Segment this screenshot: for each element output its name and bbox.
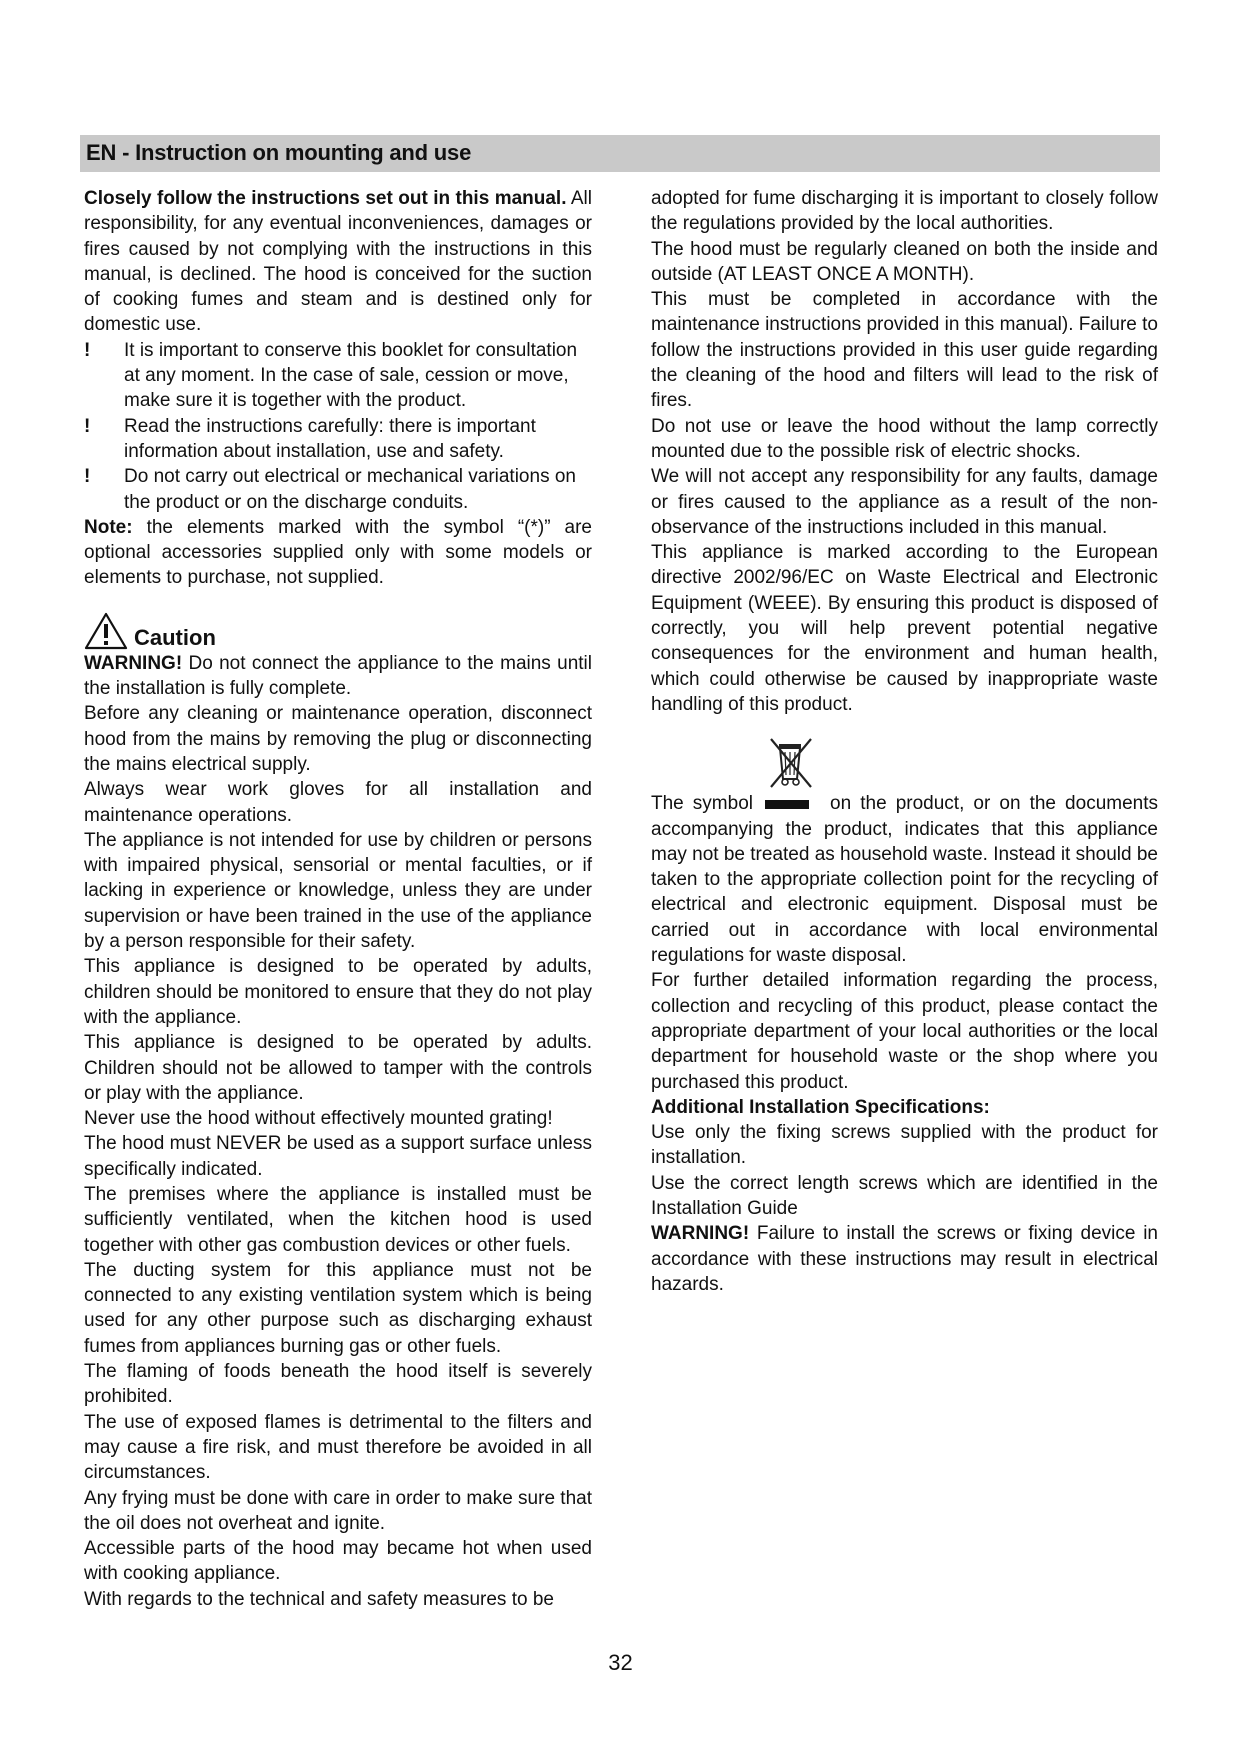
safety-paragraph: Always wear work gloves for all installation and maintenance operations.: [84, 779, 592, 826]
bullet-text: Do not carry out electrical or mechanical variations on the product or on the discharge conduits.: [124, 466, 576, 513]
symbol-after: on the product, or on the documents accompanying the product, indicates that this appliance may not be treated as household waste. Instead it should be taken to the appropriate collection point for the recycling of electrical and electronic equipment. Disposal must be carried out in accordance with local environmental regulations for waste disposal.: [651, 793, 1158, 967]
bullet-mark: !: [84, 415, 91, 437]
bullet-item: [84, 414, 592, 465]
right-paragraph: We will not accept any responsibility for any faults, damage or fires caused to the appliance as a result of the non-observance of the instructions included in this manual.: [651, 466, 1158, 538]
warning-label: WARNING!: [84, 652, 183, 674]
crossed-out-wheelie-bin-icon: [763, 735, 821, 791]
note-text: the elements marked with the symbol “(*)” are optional accessories supplied only with some models or elements to purchase, not supplied.: [84, 516, 592, 589]
bullet-mark: !: [84, 466, 91, 488]
intro-paragraph: [84, 186, 592, 338]
bullet-item: [84, 464, 592, 515]
warning-paragraph: [84, 651, 592, 702]
warning2-label: WARNING!: [651, 1223, 750, 1245]
warning2-text: Failure to install the screws or fixing device in accordance with these instructions may result in electrical hazards.: [651, 1223, 1158, 1295]
symbol-paragraph: [651, 791, 1158, 968]
additional-specs-title: Additional Installation Specifications:: [651, 1096, 990, 1118]
page-number: 32: [608, 1650, 633, 1675]
warning-text: Do not connect the appliance to the mains until the installation is fully complete.: [84, 652, 592, 700]
symbol-before: The symbol: [651, 793, 753, 815]
left-column: [84, 186, 592, 1612]
intro-bold: Closely follow the instructions set out in this manual.: [84, 188, 567, 209]
additional-spec: Use the correct length screws which are identified in the Installation Guide: [651, 1172, 1158, 1219]
section-title: EN - Instruction on mounting and use: [86, 140, 472, 165]
safety-paragraph: Never use the hood without effectively mounted grating!: [84, 1108, 553, 1130]
safety-paragraph: Before any cleaning or maintenance operation, disconnect hood from the mains by removing the plug or disconnecting the mains electrical supply.: [84, 703, 592, 775]
right-paragraph: adopted for fume discharging it is important to closely follow the regulations provided by the local authorities.: [651, 188, 1158, 235]
further-info-paragraph: For further detailed information regarding the process, collection and recycling of this product, please contact the appropriate department of your local authorities or the local department for household waste or the shop where you purchased this product.: [651, 970, 1158, 1093]
bullet-text: Read the instructions carefully: there is important information about installation, use and safety.: [124, 415, 536, 462]
caution-heading: [84, 605, 592, 651]
section-header-bar: [80, 135, 1160, 172]
bullet-mark: !: [84, 339, 91, 361]
note-label: Note:: [84, 516, 133, 538]
safety-paragraph: With regards to the technical and safety measures to be: [84, 1588, 554, 1610]
weee-symbol: [763, 735, 821, 791]
right-paragraph: This appliance is marked according to the European directive 2002/96/EC on Waste Electrical and Electronic Equipment (WEEE). By ensuring this product is disposed of correctly, you will help prevent potential negative consequences for the environment and human health, which could otherwise be caused by inappropriate waste handling of this product.: [651, 542, 1158, 715]
warning-triangle-icon: [84, 611, 128, 651]
intro-rest: All responsibility, for any eventual inconveniences, damages or fires caused by not complying with the instructions in this manual, is declined. The hood is conceived for the suction of cooking fumes and steam and is destined only for domestic use.: [84, 188, 592, 336]
bullet-item: [84, 338, 592, 414]
additional-spec: Use only the fixing screws supplied with the product for installation.: [651, 1122, 1158, 1169]
safety-paragraph: The use of exposed flames is detrimental to the filters and may cause a fire risk, and must therefore be avoided in all circumstances.: [84, 1411, 592, 1484]
right-column: [651, 186, 1158, 1297]
right-paragraph: The hood must be regularly cleaned on both the inside and outside (AT LEAST ONCE A MONTH).: [651, 238, 1158, 285]
safety-paragraph: The flaming of foods beneath the hood itself is severely prohibited.: [84, 1361, 592, 1408]
safety-paragraph: The hood must NEVER be used as a support surface unless specifically indicated.: [84, 1133, 592, 1180]
warning2-paragraph: [651, 1221, 1158, 1297]
safety-paragraph: Accessible parts of the hood may became hot when used with cooking appliance.: [84, 1538, 592, 1585]
safety-paragraph: This appliance is designed to be operated by adults, children should be monitored to ensure that they do not play with the appliance.: [84, 956, 592, 1028]
safety-paragraph: The ducting system for this appliance must not be connected to any existing ventilation system which is being used for any other purpose such as discharging exhaust fumes from appliances burning gas or other fuels.: [84, 1259, 592, 1357]
bullet-text: It is important to conserve this booklet for consultation at any moment. In the case of sale, cession or move, make sure it is together with the product.: [124, 339, 578, 412]
right-paragraph: Do not use or leave the hood without the lamp correctly mounted due to the possible risk of electric shocks.: [651, 415, 1158, 462]
safety-paragraph: This appliance is designed to be operated by adults. Children should not be allowed to tamper with the controls or play with the appliance.: [84, 1032, 592, 1104]
safety-paragraph: The premises where the appliance is installed must be sufficiently ventilated, when the kitchen hood is used together with other gas combustion devices or other fuels.: [84, 1183, 592, 1256]
safety-paragraph: The appliance is not intended for use by children or persons with impaired physical, sensorial or mental faculties, or if lacking in experience or knowledge, unless they are under supervision or have been trained in the use of the appliance by a person responsible for their safety.: [84, 829, 592, 953]
safety-paragraph: Any frying must be done with care in order to make sure that the oil does not overheat and ignite.: [84, 1487, 592, 1534]
caution-title: Caution: [134, 625, 216, 651]
black-bar-icon: [765, 800, 809, 809]
note-paragraph: [84, 515, 592, 591]
right-paragraph: This must be completed in accordance with the maintenance instructions provided in this manual). Failure to follow the instructions provided in this user guide regarding the cleaning of the hood and filters will lead to the risk of fires.: [651, 289, 1158, 412]
